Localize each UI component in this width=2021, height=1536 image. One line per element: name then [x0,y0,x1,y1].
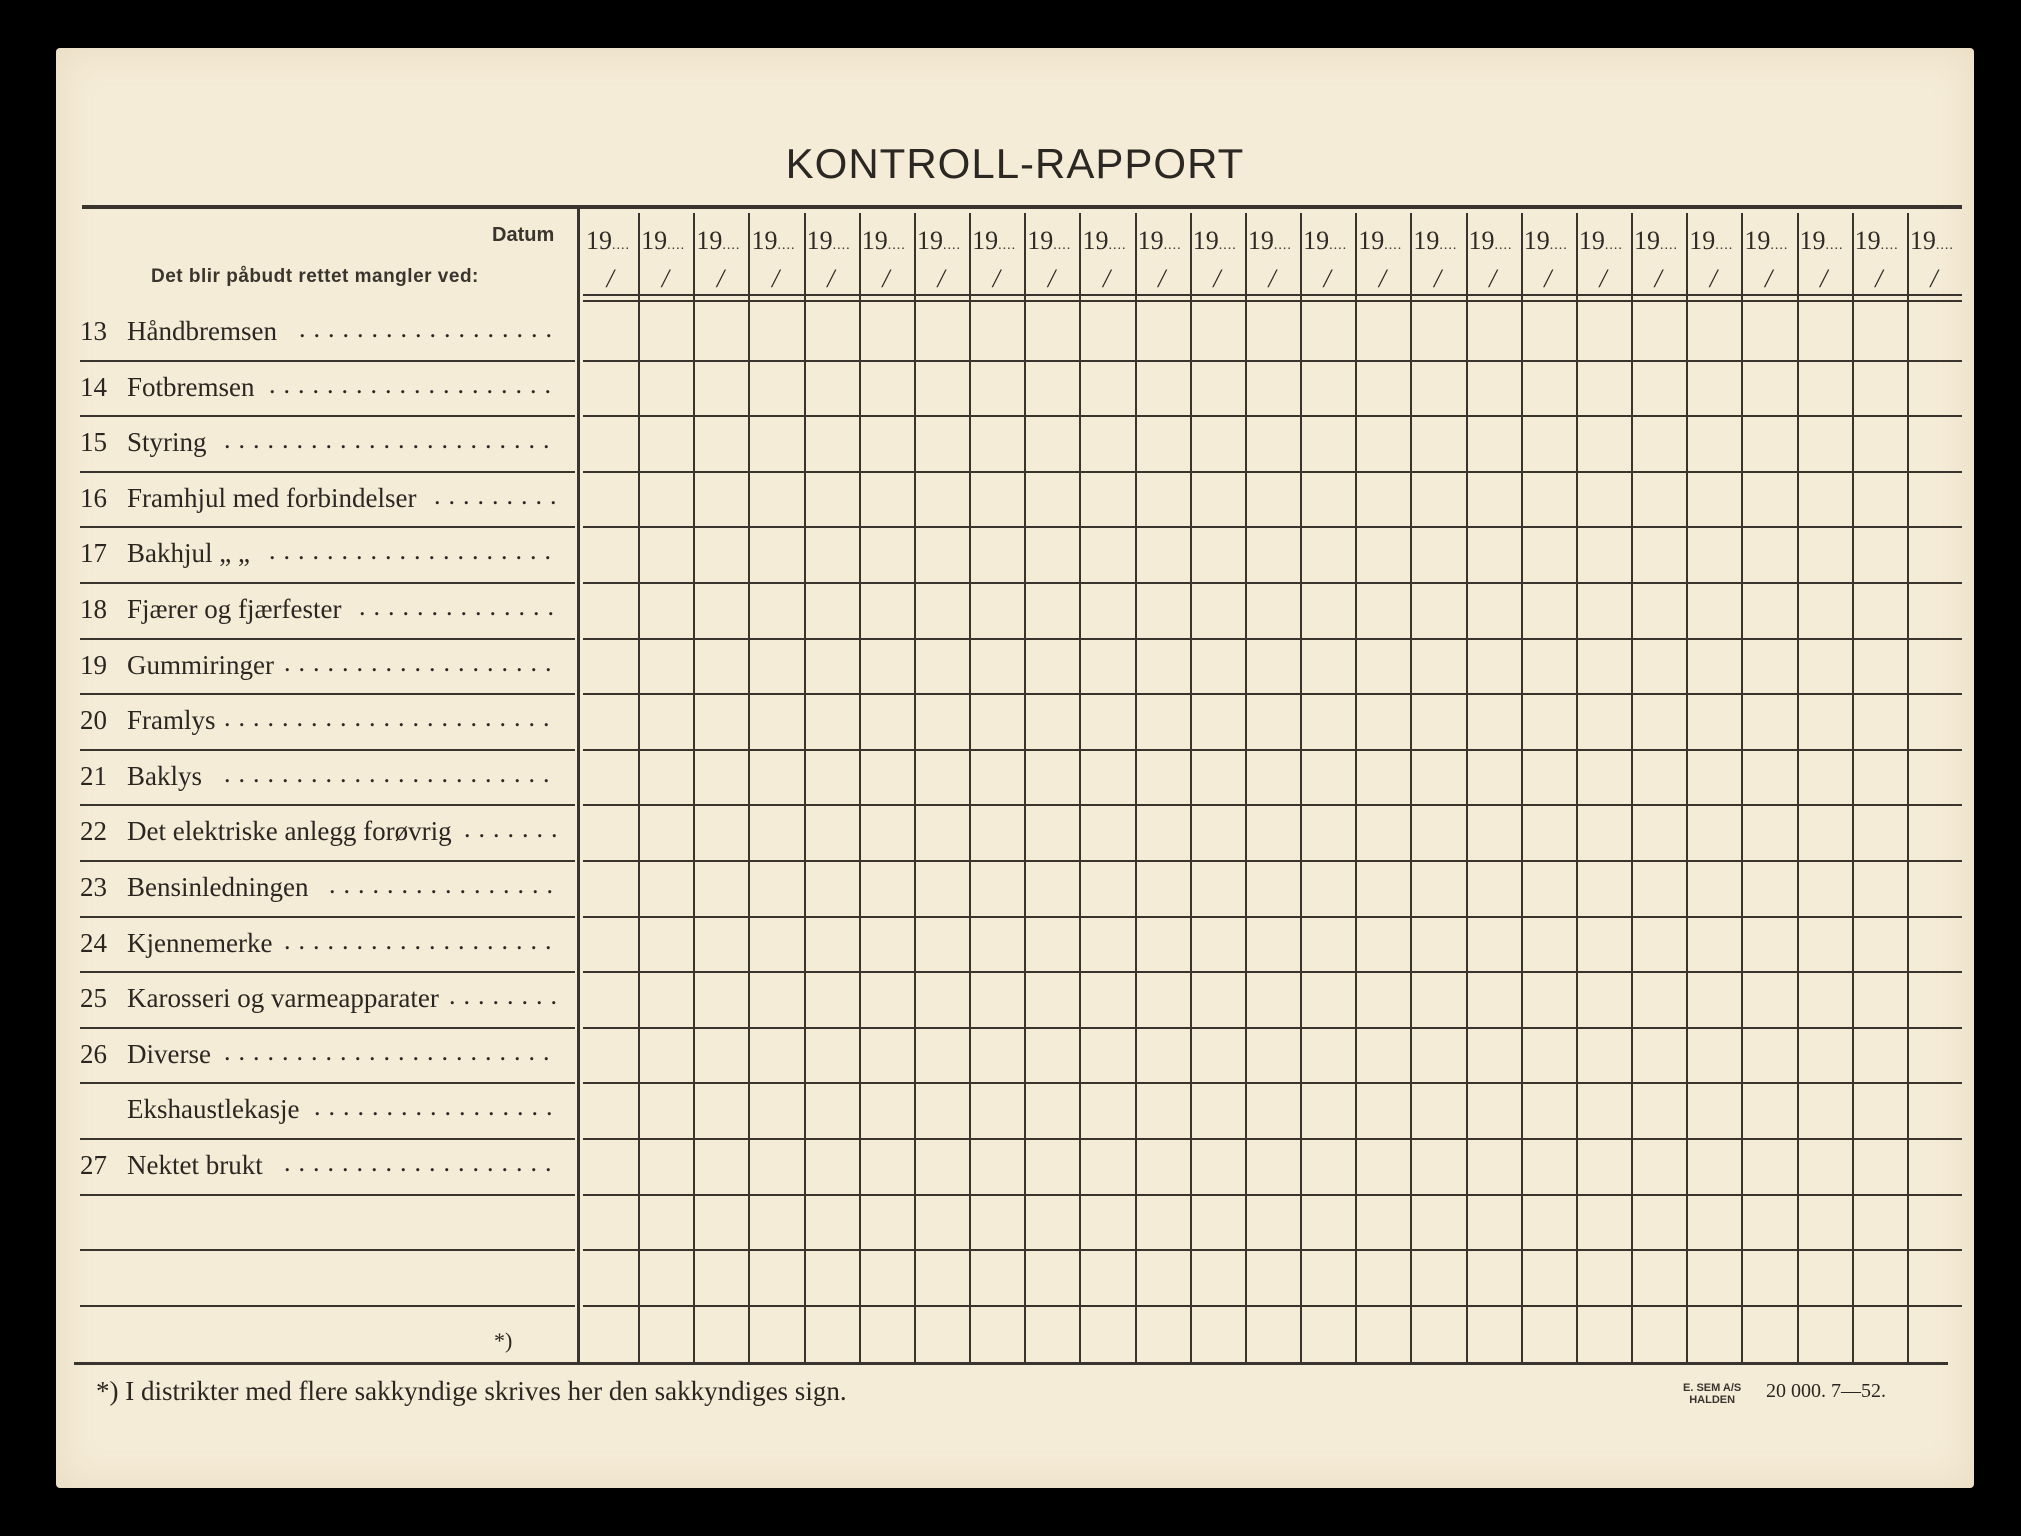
leader-dots: ................... [284,647,560,677]
leader-dots: ......... [434,480,565,510]
column-date-slash: / [827,264,835,293]
defect-row-number: 16 [80,482,107,513]
defect-row-label [80,1150,263,1181]
column-divider [638,213,640,1362]
leader-dots: ....................... [224,758,558,788]
column-year-header: 19.... [861,226,906,255]
column-date-slash: / [716,264,725,293]
column-divider [1686,213,1688,1362]
column-divider [1797,213,1799,1362]
year-blank-dots: .... [1825,238,1844,253]
grid-row-rule [583,971,1962,973]
label-row-rule [80,526,575,528]
leader-dots: .............. [359,592,562,621]
defect-row-text: Ekshaustlekasje [127,1094,300,1125]
defect-row-label [80,650,274,681]
label-row-rule [80,749,575,751]
column-date-slash: / [992,264,1000,293]
leader-dots: .................. [299,314,560,343]
defect-row-label [80,372,255,403]
instruction-label: Det blir påbudt rettet mangler ved: [151,266,479,287]
year-blank-dots: .... [722,238,741,253]
defect-row-label [80,928,272,959]
leader-dots: ....................... [224,425,558,455]
defect-row-number: 20 [80,705,107,736]
grid-row-rule [583,804,1962,806]
column-year-header: 19.... [1358,226,1403,255]
column-year-header: 19.... [1247,226,1292,255]
defect-row-number: 27 [80,1150,107,1180]
grid-row-rule [583,526,1962,528]
printer-city: HALDEN [1689,1394,1736,1406]
column-date-slash: / [1820,264,1828,293]
year-blank-dots: .... [832,238,851,253]
defect-row-number: 15 [80,427,107,458]
column-year-header: 19.... [1413,226,1458,255]
printer-mark [1683,1382,1741,1406]
year-blank-dots: .... [1273,238,1292,253]
label-row-rule [80,1305,575,1307]
year-blank-dots: .... [942,238,961,253]
column-date-slash: / [1158,264,1166,293]
column-divider [1410,213,1412,1362]
column-divider [1521,213,1523,1362]
print-run-info: 20 000. 7—52. [1766,1380,1886,1402]
column-date-slash: / [1930,264,1938,293]
datum-label: Datum [492,224,555,246]
label-row-rule [80,471,575,473]
column-date-slash: / [606,264,614,293]
label-row-rule [80,804,575,806]
top-rule [82,205,1962,209]
column-divider [693,213,695,1362]
defect-row-label [80,1094,299,1125]
defect-row-text: Framhjul med forbindelser [127,482,417,513]
form-title: KONTROLL-RAPPORT [785,140,1245,187]
label-row-rule [80,1082,575,1084]
column-date-slash: / [1103,264,1111,293]
defect-row-number: 26 [80,1038,107,1069]
year-blank-dots: .... [777,238,796,253]
column-date-slash: / [1544,264,1552,293]
column-divider [1907,213,1909,1362]
defect-row-number: 18 [80,594,107,624]
column-year-header: 19.... [1192,226,1237,255]
column-divider [1300,213,1302,1362]
grid-row-rule [583,471,1962,473]
defect-row-text: Fjærer og fjærfester [127,594,342,624]
leader-dots: .................... [269,369,559,399]
year-blank-dots: .... [1549,238,1568,253]
defect-row-label [80,761,202,792]
column-date-slash: / [1213,264,1221,293]
label-row-rule [80,1194,575,1196]
defect-row-label [80,1039,211,1070]
defect-row-number: 25 [80,983,107,1014]
column-year-header: 19.... [1744,226,1789,255]
column-year-header: 19.... [696,226,741,255]
leader-dots: ....................... [224,1036,558,1066]
label-row-rule [80,1249,575,1251]
year-blank-dots: .... [1163,238,1182,253]
label-row-rule [80,693,575,695]
defect-row-text: Håndbremsen [127,316,277,346]
year-blank-dots: .... [1770,238,1789,253]
year-blank-dots: .... [1329,238,1348,253]
column-year-header: 19.... [1027,226,1072,255]
grid-row-rule [583,916,1962,918]
defect-row-text: Fotbremsen [127,371,255,402]
leader-dots: .................... [269,536,559,566]
label-row-rule [80,1138,575,1140]
printer-name: E. SEM A/S [1683,1382,1742,1394]
column-divider [748,213,750,1362]
column-year-header: 19.... [1303,226,1348,255]
year-blank-dots: .... [667,238,686,253]
column-date-slash: / [1654,264,1662,293]
column-year-header: 19.... [751,226,796,255]
column-date-slash: / [1047,264,1056,293]
defect-row-number: 22 [80,816,107,847]
column-divider [1135,213,1137,1362]
defect-row-number: 24 [80,927,107,958]
grid-row-rule [583,1082,1962,1084]
grid-row-rule [583,860,1962,862]
column-divider [1355,213,1357,1362]
year-blank-dots: .... [1715,238,1734,253]
column-year-header: 19.... [972,226,1017,255]
year-blank-dots: .... [998,238,1017,253]
leader-dots: ........ [449,981,565,1011]
year-blank-dots: .... [1494,238,1513,253]
defect-row-text: Bensinledningen [127,872,309,902]
grid-row-rule [583,1027,1962,1029]
column-year-header: 19.... [1137,226,1182,255]
defect-row-label [80,594,341,625]
column-divider [1079,213,1081,1362]
column-divider [1852,213,1854,1362]
column-divider [804,213,806,1362]
year-blank-dots: .... [887,238,906,253]
column-year-header: 19.... [806,226,851,255]
defect-row-label [80,427,207,458]
column-year-header: 19.... [1468,226,1513,255]
defect-row-label [80,483,416,514]
defect-row-text: Kjennemerke [127,927,273,958]
year-blank-dots: .... [1053,238,1072,253]
column-date-slash: / [882,264,890,293]
column-year-header: 19.... [1854,226,1899,255]
label-row-rule [80,1027,575,1029]
defect-row-label [80,983,439,1014]
label-row-rule [80,638,575,640]
column-date-slash: / [1323,264,1331,293]
column-divider [1466,213,1468,1362]
year-blank-dots: .... [1218,238,1237,253]
label-row-rule [80,582,575,584]
year-blank-dots: .... [612,238,630,253]
year-blank-dots: .... [1604,238,1623,253]
column-date-slash: / [1268,264,1276,293]
column-date-slash: / [661,264,669,293]
column-divider [859,213,861,1362]
column-divider [1631,213,1633,1362]
column-date-slash: / [1875,264,1883,293]
column-divider [1024,213,1026,1362]
column-date-slash: / [1709,264,1717,293]
leader-dots: ................. [314,1092,561,1122]
column-date-slash: / [1764,264,1773,293]
defect-row-text: Karosseri og varmeapparater [127,983,439,1014]
label-row-rule [80,971,575,973]
grid-row-rule [583,1249,1962,1251]
grid-row-rule [583,693,1962,695]
year-blank-dots: .... [1439,238,1458,253]
column-year-header: 19.... [1689,226,1734,255]
grid-row-rule [583,360,1962,362]
signature-marker: *) [494,1328,513,1353]
column-divider [969,213,971,1362]
column-date-slash: / [772,264,780,293]
column-divider [1576,213,1578,1362]
column-divider [1245,213,1247,1362]
column-year-header: 19.... [1082,226,1127,255]
column-date-slash: / [1378,264,1387,293]
defect-row-label [80,316,277,347]
column-year-header: 19.... [1799,226,1844,255]
year-blank-dots: .... [1108,238,1127,253]
defect-row-label [80,705,216,736]
defect-row-text: Baklys [127,760,203,791]
grid-row-rule [583,1194,1962,1196]
grid-left-border [577,205,580,1362]
label-row-rule [80,360,575,362]
grid-row-rule [583,1138,1962,1140]
column-divider [1190,213,1192,1362]
leader-dots: ....................... [224,703,558,733]
defect-row-label [80,816,452,847]
column-date-slash: / [1599,264,1607,293]
defect-row-label [80,538,250,569]
year-blank-dots: .... [1384,238,1403,253]
leader-dots: ................ [329,870,561,899]
header-rule-lower [583,300,1962,302]
leader-dots: ................... [284,925,560,955]
column-year-header: 19.... [916,226,961,255]
year-blank-dots: .... [1880,238,1899,253]
grid-row-rule [583,1305,1962,1307]
grid-row-rule [583,749,1962,751]
column-divider [1741,213,1743,1362]
label-row-rule [80,860,575,862]
defect-row-number: 13 [80,316,107,346]
footnote: *) I distrikter med flere sakkyndige skrives her den sakkyndiges sign. [96,1376,847,1406]
defect-row-number: 14 [80,371,107,402]
column-date-slash: / [1433,264,1442,293]
defect-row-text: Gummiringer [127,649,274,680]
defect-row-text: Diverse [127,1038,211,1069]
header-rule-upper [583,294,1962,296]
label-row-rule [80,415,575,417]
year-blank-dots: .... [1660,238,1679,253]
defect-row-number: 17 [80,538,107,569]
column-year-header: 19.... [586,226,630,255]
control-report-card [56,48,1974,1488]
column-date-slash: / [937,264,945,293]
leader-dots: ....... [464,814,566,844]
column-year-header: 19.... [1634,226,1679,255]
defect-row-number: 23 [80,872,107,902]
column-year-header: 19.... [641,226,686,255]
defect-row-text: Framlys [127,705,216,736]
defect-row-text: Det elektriske anlegg forøvrig [127,816,452,847]
defect-row-number: 21 [80,760,107,791]
defect-row-text: Bakhjul „ „ [127,538,250,569]
grid-row-rule [583,582,1962,584]
column-year-header: 19.... [1578,226,1623,255]
column-year-header: 19.... [1523,226,1568,255]
defect-row-number: 19 [80,649,107,680]
column-year-header: 19.... [1909,226,1954,255]
column-date-slash: / [1489,264,1497,293]
label-row-rule [80,916,575,918]
defect-row-text: Nektet brukt [127,1150,263,1180]
grid-row-rule [583,638,1962,640]
leader-dots: ................... [284,1148,560,1177]
grid-row-rule [583,415,1962,417]
defect-row-text: Styring [127,427,207,458]
bottom-rule [74,1362,1948,1365]
column-divider [914,213,916,1362]
year-blank-dots: .... [1935,238,1954,253]
defect-row-label [80,872,308,903]
